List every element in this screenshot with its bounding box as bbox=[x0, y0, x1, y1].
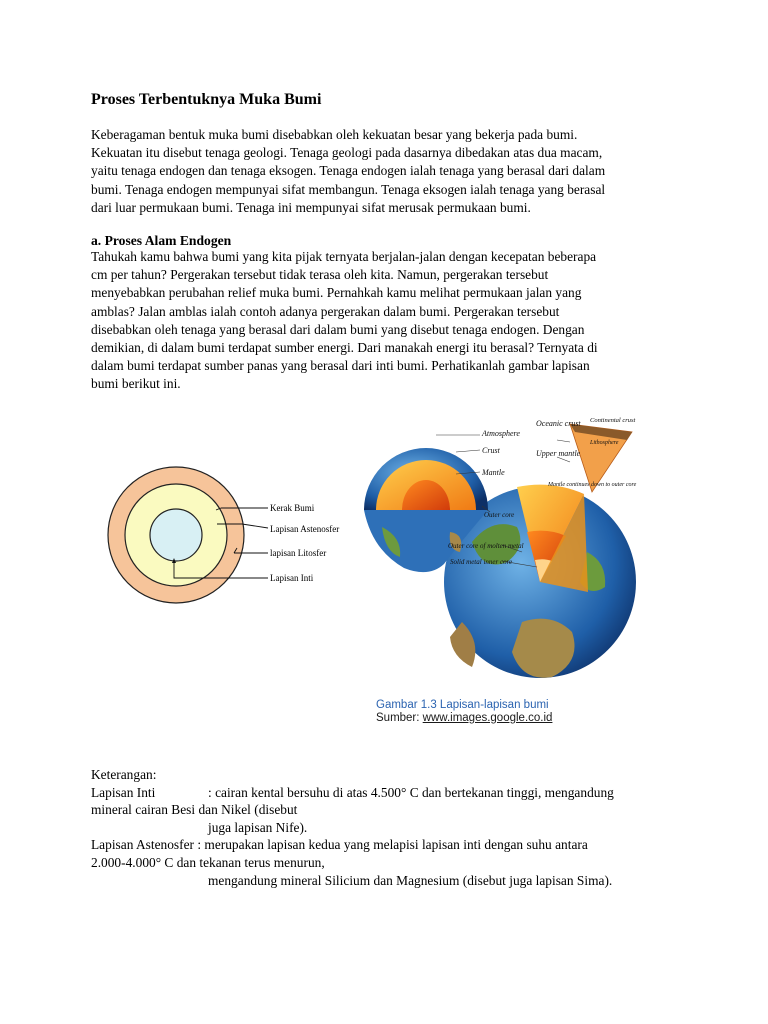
section-a-paragraph bbox=[91, 248, 691, 394]
label-inner-core: Solid metal inner core bbox=[450, 558, 513, 566]
label-atmosphere: Atmosphere bbox=[482, 429, 520, 438]
text-line: cm per tahun? Pergerakan tersebut tidak terasa oleh kita. Namun, pergerakan tersebut bbox=[91, 267, 549, 283]
note-text: : cairan kental bersuhu di atas 4.500° C dan bertekanan tinggi, mengandung bbox=[208, 784, 614, 800]
source-link[interactable]: www.images.google.co.id bbox=[422, 712, 553, 724]
notes-heading: Keterangan: bbox=[91, 767, 157, 782]
label-oceanic-crust: Oceanic crust bbox=[536, 419, 581, 428]
label-upper-mantle: Upper mantle bbox=[536, 449, 581, 458]
text-line: Kekuatan itu disebut tenaga geologi. Tenaga geologi pada dasarnya dibedakan atas dua macam, bbox=[91, 145, 603, 161]
text-line: demikian, di dalam bumi terdapat sumber energi. Dari manakah energi itu berasal? Ternyata di bbox=[91, 340, 598, 356]
label-litosfer: lapisan Litosfer bbox=[270, 548, 327, 558]
text-line: yaitu tenaga endogen dan tenaga eksogen. Tenaga endogen ialah tenaga yang berasal dari dalam bbox=[91, 163, 606, 179]
text-line: dalam bumi terdapat sumber panas yang berasal dari inti bumi. Perhatikanlah gambar lapisan bbox=[91, 358, 590, 374]
caption-source bbox=[376, 712, 552, 725]
earth-cutaway-illustration bbox=[352, 402, 652, 732]
label-kerak-bumi: Kerak Bumi bbox=[270, 503, 315, 513]
earth-layers-diagram bbox=[102, 455, 362, 615]
text-line: bumi berikut ini. bbox=[91, 376, 181, 392]
intro-paragraph bbox=[91, 126, 691, 217]
note-text: mengandung mineral Silicium dan Magnesium (disebut juga lapisan Sima). bbox=[208, 872, 613, 888]
label-mantle-continues: Mantle continues down to outer core bbox=[548, 482, 637, 488]
page-title: Proses Terbentuknya Muka Bumi bbox=[91, 91, 322, 108]
text-line: Keberagaman bentuk muka bumi disebabkan oleh kekuatan besar yang bekerja pada bumi. bbox=[91, 127, 578, 142]
core-circle bbox=[150, 509, 202, 561]
note-text: juga lapisan Nife). bbox=[208, 819, 308, 835]
text-line: dari luar permukaan bumi. Tenaga ini mempunyai sifat merusak permukaan bumi. bbox=[91, 199, 531, 215]
label-mantle: Mantle bbox=[482, 468, 505, 477]
label-astenosfer: Lapisan Astenosfer bbox=[270, 524, 340, 534]
section-heading: a. Proses Alam Endogen bbox=[91, 233, 232, 248]
text-line: disebabkan oleh tenaga yang berasal dari dalam bumi yang disebut tenaga endogen. Dengan bbox=[91, 321, 585, 337]
text-line: Tahukah kamu bahwa bumi yang kita pijak ternyata berjalan-jalan dengan kecepatan beberapa bbox=[91, 249, 597, 264]
note-text: mineral cairan Besi dan Nikel (disebut bbox=[91, 802, 298, 818]
note-lapisan-inti bbox=[91, 784, 711, 802]
term-lapisan-inti: Lapisan Inti bbox=[91, 784, 156, 800]
label-outer-core-metal: Outer core of molten metal bbox=[448, 542, 524, 550]
figure-caption bbox=[376, 699, 552, 725]
text-line: bumi. Tenaga endogen mempunyai sifat membangun. Tenaga eksogen ialah tenaga yang berasal bbox=[91, 181, 606, 197]
label-lapisan-inti: Lapisan Inti bbox=[270, 573, 314, 583]
text-line: menyebabkan perubahan relief muka bumi. Pernahkah kamu melihat permukaan jalan yang bbox=[91, 285, 582, 301]
note-lapisan-astenosfer: Lapisan Astenosfer : merupakan lapisan kedua yang melapisi lapisan inti dengan suhu antara bbox=[91, 837, 588, 853]
label-continental-crust: Continental crust bbox=[590, 417, 636, 424]
source-label: Sumber: bbox=[376, 712, 420, 724]
text-line: amblas? Jalan amblas ialah contoh adanya pergerakan dalam bumi. Pergerakan tersebut bbox=[91, 303, 560, 319]
notes-section bbox=[91, 766, 711, 889]
label-outer-core: Outer core bbox=[484, 511, 515, 519]
caption-title: Gambar 1.3 Lapisan-lapisan bumi bbox=[376, 699, 549, 711]
note-text: 2.000-4.000° C dan tekanan terus menurun, bbox=[91, 854, 325, 870]
label-lithosphere: Lithosphere bbox=[590, 440, 619, 446]
label-crust: Crust bbox=[482, 446, 500, 455]
